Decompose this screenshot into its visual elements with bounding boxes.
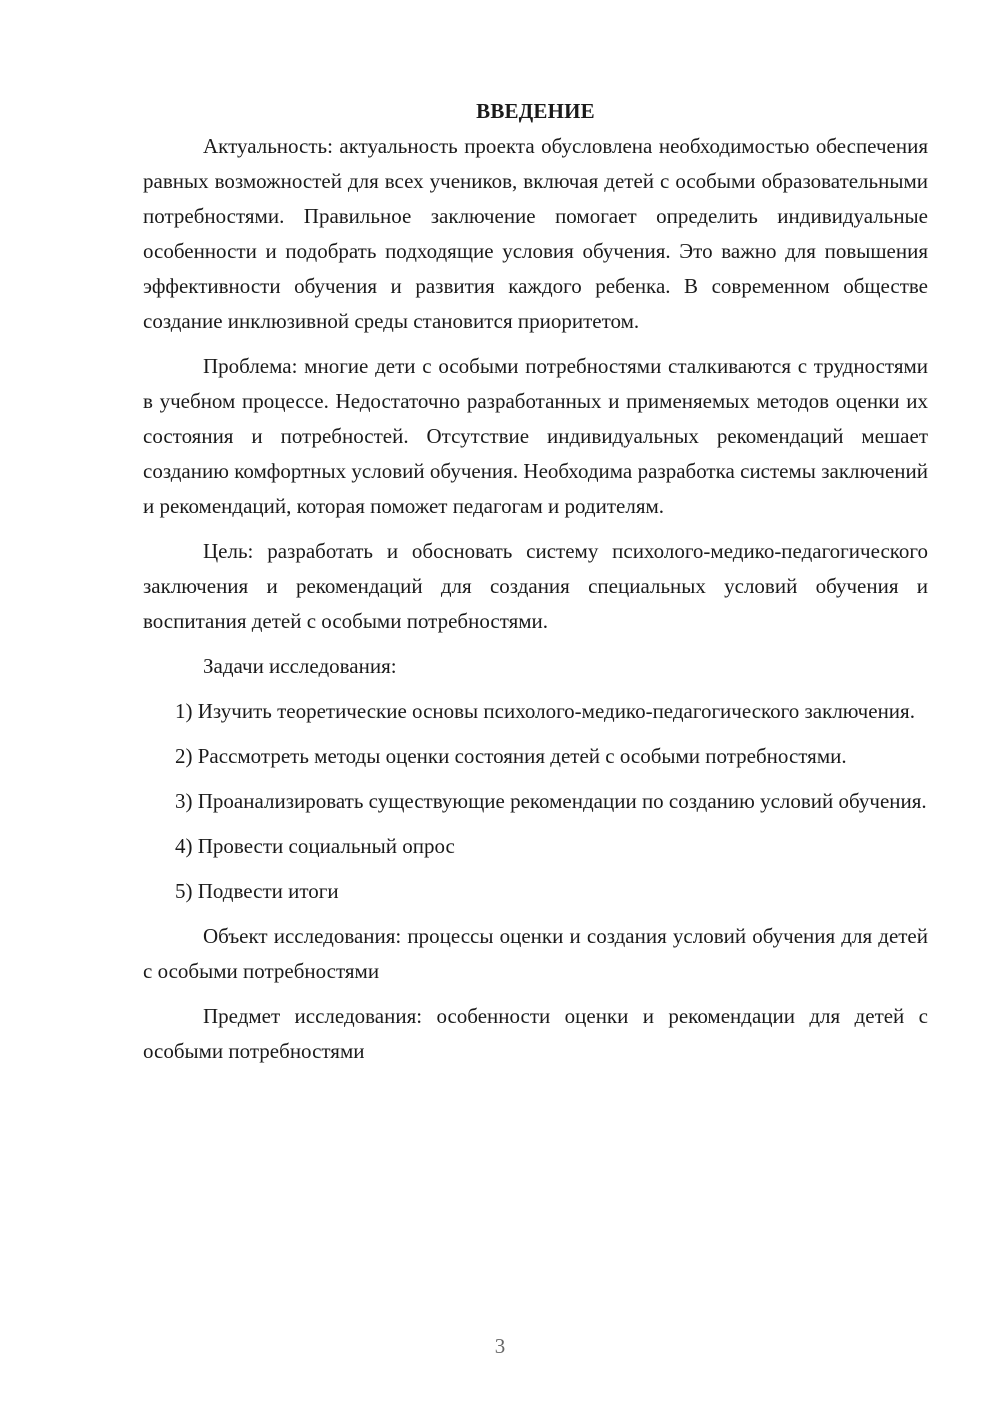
subject-paragraph: Предмет исследования: особенности оценки и рекомендации для детей с особыми потребностями	[143, 1004, 928, 1063]
task-item-4: 4) Провести социальный опрос	[175, 834, 455, 858]
tasks-heading: Задачи исследования:	[203, 654, 397, 678]
task-item-3: 3) Проанализировать существующие рекомендации по созданию условий обучения.	[175, 789, 927, 813]
page-title: ВВЕДЕНИЕ	[476, 99, 595, 123]
task-item-2: 2) Рассмотреть методы оценки состояния детей с особыми потребностями.	[175, 744, 847, 768]
page-number: 3	[494, 1334, 506, 1358]
object-paragraph: Объект исследования: процессы оценки и создания условий обучения для детей с особыми потребностями	[143, 924, 928, 983]
problem-paragraph: Проблема: многие дети с особыми потребностями сталкиваются с трудностями в учебном процессе. Недостаточно разработанных и применяемых методов оценки их состояния и потребностей. Отсутствие индивидуальных рекомендаций мешает созданию комфортных условий обучения. Необходима разработка системы заключений и рекомендаций, которая поможет педагогам и родителям.	[143, 354, 928, 518]
document-page	[143, 96, 928, 1079]
task-item-5: 5) Подвести итоги	[175, 879, 339, 903]
goal-paragraph: Цель: разработать и обосновать систему психолого-медико-педагогического заключения и рекомендаций для создания специальных условий обучения и воспитания детей с особыми потребностями.	[143, 539, 928, 633]
task-item-1: 1) Изучить теоретические основы психолого-медико-педагогического заключения.	[175, 699, 915, 723]
relevance-paragraph: Актуальность: актуальность проекта обусловлена необходимостью обеспечения равных возможностей для всех учеников, включая детей с особыми образовательными потребностями. Правильное заключение помогает определить индивидуальные особенности и подобрать подходящие условия обучения. Это важно для повышения эффективности обучения и развития каждого ребенка. В современном обществе создание инклюзивной среды становится приоритетом.	[143, 134, 928, 333]
